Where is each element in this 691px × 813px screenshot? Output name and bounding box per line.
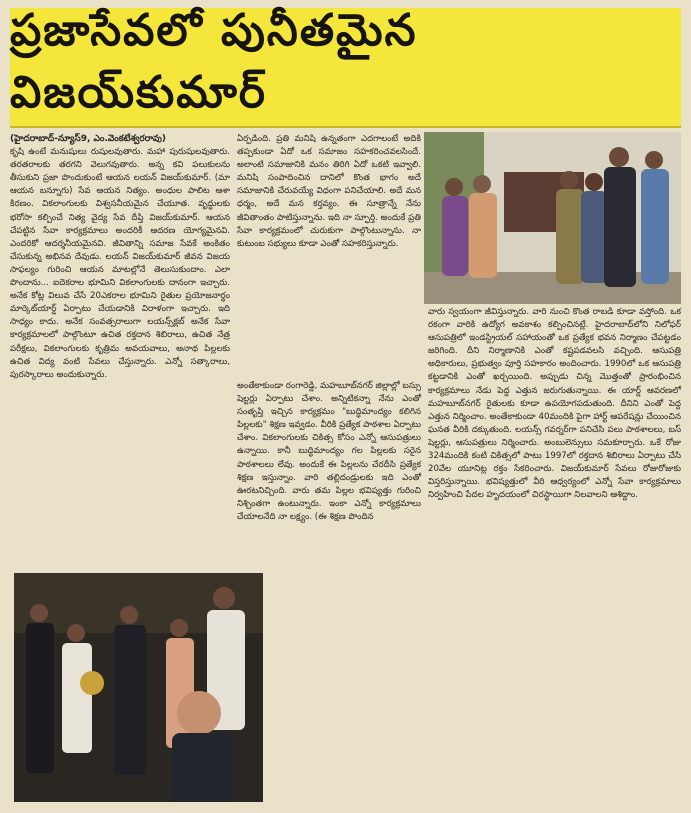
column-3-text: వారు స్వయంగా జీవిస్తున్నారు. వారి నుంచి కొంత రాబడి కూడా వస్తోంది. ఒక రకంగా వారికి ఉద్యోగ అవకాశం కల్పించినట్లే. హైదరాబాద్‌లోని నిలోఫర్ ఆసుపత్రిలో ఇండస్ట్రియల్ సహాయంతో ఒక ప్రత్యేక భవన నిర్మాణం చేపట్టడం జరిగింది. దీని నిర్మాణానికి ఎంతో కష్టపడవలసి వచ్చింది. ఆసుపత్రి అధికారులు, ప్రభుత్వం పూర్తి సహకారం అందించారు. 1990లో ఒక ఆసుపత్రి కట్టడానికి ఎంతో ఖర్చయింది. అప్పుడు చిన్న మొత్తంతో ప్రారంభించిన కార్యక్రమాలు నేడు పెద్ద ఎత్తున జరుగుతున్నాయి. ఈ యార్డ్ ఆవరణలో మహబూబ్‌నగర్ రైతులకు కూడా ఉపయోగపడుతుంది. దీనిని ఎంతో పెద్ద ఎత్తున నిర్మించాం. అంతేకాకుండా 40మందికి పైగా హార్ట్ ఆపరేషన్లు చేయించిన ఘనత వీరికి దక్కుతుంది. లయన్స్ గవర్నర్‌గా పనిచేసి పలు పాఠశాలలు, బస్ షెల్టర్లు, ఆసుపత్రులు నిర్మించారు. అంబులెన్సులు సమకూర్చారు. ఒకే రోజు 324మందికి కంటి చికిత్సలో పాటు 1997లో రక్తదాన శిబిరాలు ఏర్పాటు చేసి 20వేల యూనిట్ల రక్తం సేకరించారు. విజయ్‌కుమార్ సేవలు రోజురోజుకు విస్తరిస్తున్నాయి. భవిష్యత్తులో వీరి ఆధ్వర్యంలో ఎన్నో సేవా కార్యక్రమాలు నిర్వహించి పేదల హృదయంలో చిరస్థాయిగా నిలవాలని ఆశిద్దాం.	[428, 307, 681, 501]
column-2-text: ఏర్పడింది. ప్రతి మనిషి ఉన్నతంగా ఎదగాలంటే అదికి తప్పకుండా ఏదో ఒక సమాజం సహకరించవలసిందే. అలాంటి సమాజానికి మనం తిరిగి ఏదో ఒకటి ఇవ్వాలి. మనిషి సంపాదించిన దానిలో కొంత భాగం అదే సమాజానికి చేరువయ్యే విధంగా పనిచేయాలి. అదే మన ధర్మం, అదే మన కర్తవ్యం. ఈ సూత్రాన్నే నేను జీవితాంతం పాటిస్తున్నాను. ఇది నా స్ఫూర్తి. అందుకే ప్రతి సేవా కార్యక్రమంలో చురుకుగా పాల్గొంటున్నాను. నా కుటుంబ సభ్యులు కూడా ఎంతో సహకరిస్తున్నారు.	[237, 134, 421, 249]
photo-group-visit	[424, 132, 681, 304]
headline-banner	[10, 5, 681, 128]
photo-award-ceremony-graphic	[14, 573, 263, 802]
column-2-lower-text: అంతేకాకుండా రంగారెడ్డి, మహబూబ్‌నగర్ జిల్లాల్లో బస్సు షెల్టర్లు ఏర్పాటు చేశాం. అన్నిటికన్నా నేను ఎంతో సంతృప్తి ఇచ్చిన కార్యక్రమం "బుద్ధిమాంద్యం కలిగిన పిల్లలకు" శిక్షణ ఇవ్వడం. వీరికి ప్రత్యేక పాఠశాల ఏర్పాటు చేశాం. వికలాంగులకు చికిత్స కోసం ఎన్నో ఆసుపత్రులు ఉన్నాయి. కానీ బుద్ధిమాంద్యం గల పిల్లలకు సరైన పాఠశాలలు లేవు. అందుకే ఈ పిల్లలను చేరదీసి ప్రత్యేక శిక్షణ ఇస్తున్నాం. వారి తల్లిదండ్రులకు ఇది ఎంతో ఊరటనిచ్చింది. వారు తమ పిల్లల భవిష్యత్తు గురించి నిశ్చింతగా ఉంటున్నారు. ఇంకా ఎన్నో కార్యక్రమాలు చేయాలనేది నా లక్ష్యం. (ఈ శిక్షణ పొందిన	[237, 381, 421, 522]
column-1-text: కృషి ఉంటే మనుషులు రుషులవుతారు. మహా పురుషులవుతారు. తరతరాలకు తరగని వెలుగవుతారు. అన్న కవి పలుకులను తీసుకుని ప్రజా పొందుకుంటే ఆయన లయన్ విజయ్‌కుమార్. (మా ఆయన బన్నూగు) సేవ ఆయన నిత్యం. అంధుల పాలిట ఆశా కిరణం. వికలాంగులకు విశ్వసనీయమైన చేయూత. వృద్ధులకు భరోసా కల్పించే నిత్య వైద్య సేవ దీప్తి విజయ్‌కుమార్. ఆయన చేపట్టిన సేవా కార్యక్రమాలు అందరికీ ఆదరణ యోగ్యమైనవి. ఎందరికో ఆదర్శనీయమైనవి. జీవితాన్ని సమాజ సేవకే అంకితం చేసుకున్న అభినవ దేవుడు. లయన్ విజయ్‌కుమార్ జీవన విజయ సాఫల్యం గురించి ఆయన మాటల్లోనే తెలుసుకుందాం. ఎలా పొందాను... ఐదెకరాల భూమిని వికలాంగులకు దానంగా ఇచ్చారు. అనేక కోట్ల విలువ చేసే 20ఎకరాల భూమిని రైతుల ప్రయోజనార్థం మార్కెట్‌యార్డ్ ఏర్పాటు చేయడానికి విరాళంగా ఇచ్చారు. ఇది సాధ్యం కాదు. అనేక సంవత్సరాలుగా లయన్స్‌క్లబ్ అనేక సేవా కార్యక్రమాలలో పాల్గొంటూ ఉచిత రక్తదాన శిబిరాలు, ఉచిత నేత్ర పరీక్షలు, వికలాంగులకు కృత్రిమ అవయవాలు, అనాథ పిల్లలకు ఉచిత విద్య వంటి సేవలు చేస్తున్నారు. ఎన్నో సత్కారాలు, పురస్కారాలు అందుకున్నారు.	[10, 147, 230, 380]
photo-award-ceremony	[14, 573, 263, 802]
article-column-2-lower	[237, 380, 421, 524]
article-column-3	[428, 306, 681, 502]
byline: (హైదరాబాద్-న్యూస్‌9, ఎం.వెంకటేశ్వరరావు)	[10, 134, 166, 144]
headline: ప్రజాసేవలో పునీతమైన విజయ్‌కుమార్	[10, 5, 418, 118]
photo-group-visit-graphic	[424, 132, 681, 304]
article-column-1	[10, 133, 230, 382]
article-column-2	[237, 133, 421, 251]
